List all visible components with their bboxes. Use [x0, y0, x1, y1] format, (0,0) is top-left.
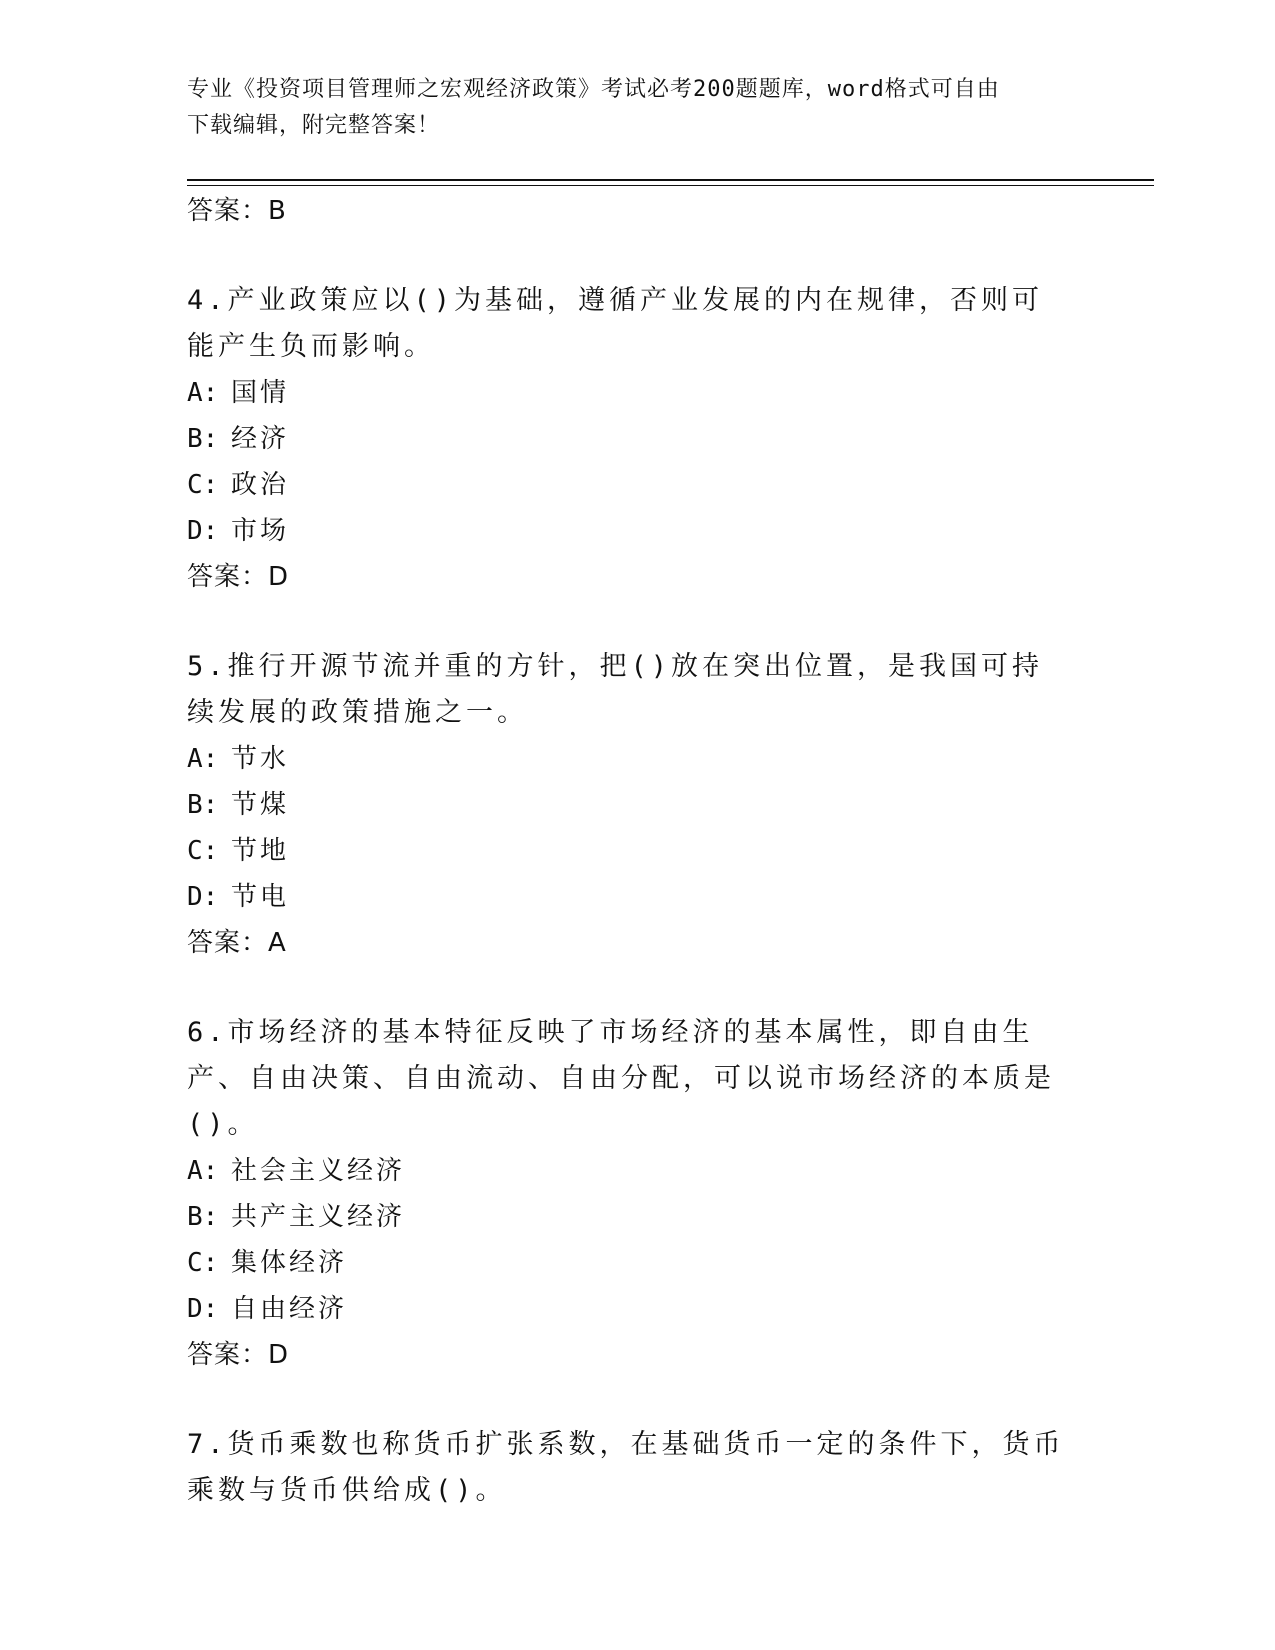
option-letter: A:: [187, 378, 219, 408]
option-c: [187, 1240, 1087, 1286]
option-text: 国情: [231, 378, 290, 408]
option-text: 节地: [231, 836, 290, 866]
option-text: 社会主义经济: [231, 1156, 406, 1186]
option-c: [187, 462, 1087, 508]
option-text: 节电: [231, 882, 290, 912]
option-letter: B:: [187, 424, 219, 454]
option-text: 共产主义经济: [231, 1202, 406, 1232]
option-letter: D:: [187, 516, 219, 546]
answer: 答案：A: [187, 928, 287, 958]
answer: 答案：D: [187, 1340, 290, 1370]
option-text: 集体经济: [231, 1248, 348, 1278]
question-text: 5.推行开源节流并重的方针，把()放在突出位置，是我国可持续发展的政策措施之一。: [187, 651, 1044, 728]
option-letter: D:: [187, 1294, 219, 1324]
option-letter: A:: [187, 1156, 219, 1186]
document-header: [187, 72, 1067, 144]
option-text: 节水: [231, 744, 290, 774]
document-body: [187, 188, 1087, 1514]
option-text: 自由经济: [231, 1294, 348, 1324]
option-letter: C:: [187, 470, 219, 500]
option-d: [187, 508, 1087, 554]
option-text: 市场: [231, 516, 290, 546]
option-text: 政治: [231, 470, 290, 500]
option-letter: D:: [187, 882, 219, 912]
option-a: [187, 736, 1087, 782]
answer: 答案：D: [187, 562, 290, 592]
option-letter: A:: [187, 744, 219, 774]
question-6: [187, 1010, 1087, 1378]
option-letter: B:: [187, 1202, 219, 1232]
answer-prev: 答案：B: [187, 196, 287, 226]
option-b: [187, 416, 1087, 462]
header-rule-thick: [187, 179, 1154, 181]
question-4: [187, 278, 1087, 600]
option-letter: C:: [187, 1248, 219, 1278]
option-text: 经济: [231, 424, 290, 454]
option-letter: C:: [187, 836, 219, 866]
header-line-1: 专业《投资项目管理师之宏观经济政策》考试必考200题题库，word格式可自由: [187, 77, 1000, 102]
question-text: 4.产业政策应以()为基础，遵循产业发展的内在规律，否则可能产生负而影响。: [187, 285, 1044, 362]
question-text: 6.市场经济的基本特征反映了市场经济的基本属性，即自由生产、自由决策、自由流动、自由分配，可以说市场经济的本质是()。: [187, 1017, 1055, 1140]
option-letter: B:: [187, 790, 219, 820]
header-line-2: 下载编辑，附完整答案！: [187, 113, 441, 138]
option-c: [187, 828, 1087, 874]
option-b: [187, 1194, 1087, 1240]
option-text: 节煤: [231, 790, 290, 820]
question-text: 7.货币乘数也称货币扩张系数，在基础货币一定的条件下，货币乘数与货币供给成()。: [187, 1429, 1065, 1506]
question-7: [187, 1422, 1087, 1514]
option-a: [187, 1148, 1087, 1194]
option-b: [187, 782, 1087, 828]
header-rule-thin: [187, 185, 1154, 186]
option-a: [187, 370, 1087, 416]
option-d: [187, 1286, 1087, 1332]
question-5: [187, 644, 1087, 966]
option-d: [187, 874, 1087, 920]
